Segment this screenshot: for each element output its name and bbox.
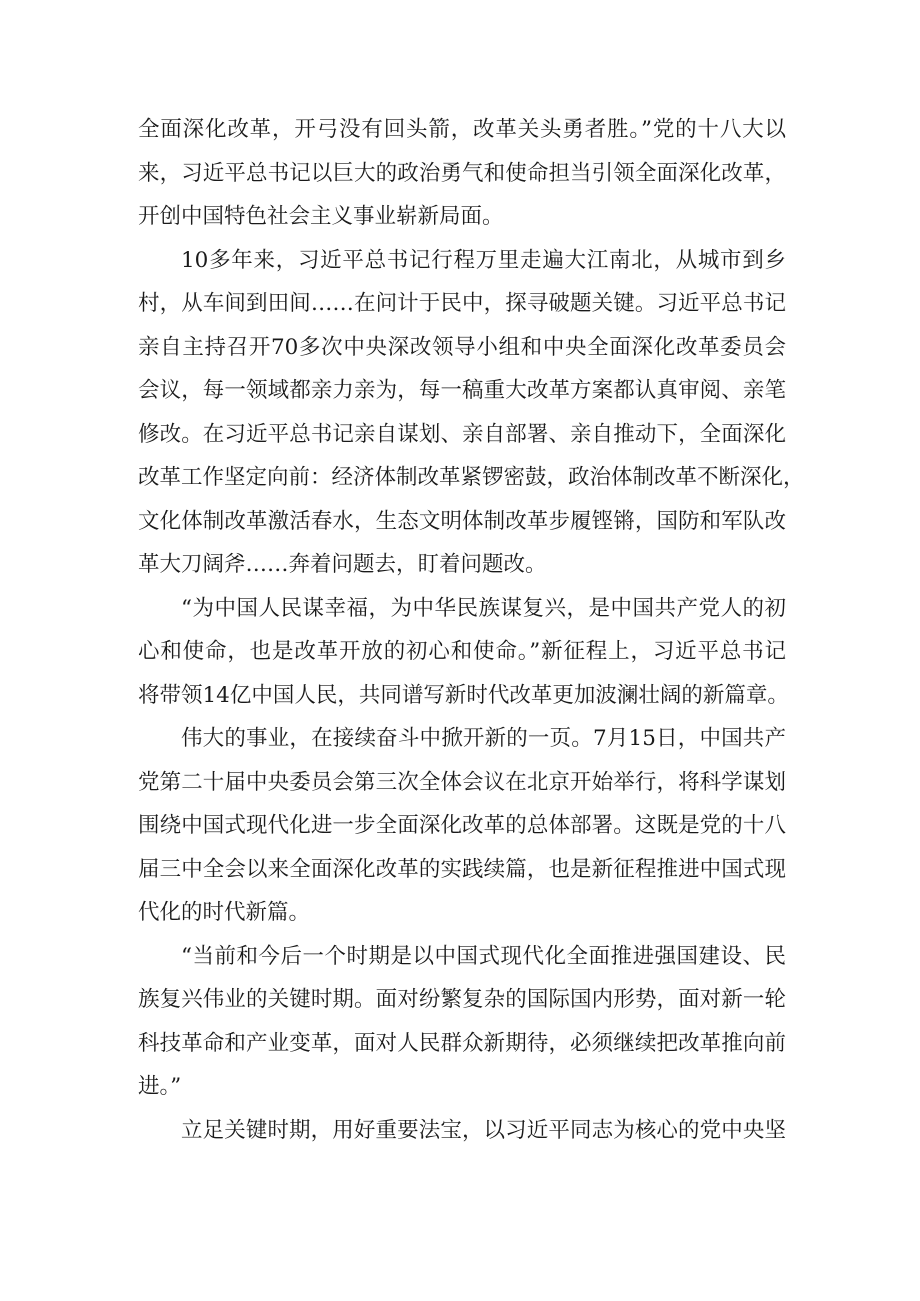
paragraph-3 (138, 587, 789, 718)
text-line: 村，从车间到田间……在问计于民中，探寻破题关键。习近平总书记 (138, 291, 786, 316)
text-line: 改革工作坚定向前：经济体制改革紧锣密鼓，政治体制改革不断深化， (138, 465, 805, 490)
text-line: 代化的时代新篇。 (138, 900, 311, 925)
text-line: 族复兴伟业的关键时期。面对纷繁复杂的国际国内形势，面对新一轮 (138, 987, 786, 1012)
text-line: 进。” (138, 1074, 182, 1099)
paragraph-4 (138, 717, 786, 935)
text-line: 届三中全会以来全面深化改革的实践续篇，也是新征程推进中国式现 (138, 856, 786, 882)
text-line: “当前和今后一个时期是以中国式现代化全面推进强国建设、民 (181, 943, 786, 969)
text-line: “为中国人民谋幸福，为中华民族谋复兴，是中国共产党人的初 (181, 595, 786, 621)
document-body (138, 108, 805, 1152)
text-line: 立足关键时期，用好重要法宝，以习近平同志为核心的党中央坚 (181, 1117, 786, 1143)
text-line: 革大刀阔斧……奔着问题去，盯着问题改。 (138, 552, 547, 577)
text-line: 会议，每一领域都亲力亲为，每一稿重大改革方案都认真审阅、亲笔 (138, 378, 786, 403)
paragraph-1 (138, 108, 786, 239)
text-line: 10多年来，习近平总书记行程万里走遍大江南北，从城市到乡 (181, 247, 786, 273)
paragraph-6 (138, 1109, 786, 1153)
text-line: 亲自主持召开70多次中央深改领导小组和中央全面深化改革委员会 (138, 334, 786, 360)
text-line: 文化体制改革激活春水，生态文明体制改革步履铿锵，国防和军队改 (138, 508, 786, 534)
text-line: 修改。在习近平总书记亲自谋划、亲自部署、亲自推动下，全面深化 (138, 421, 786, 447)
text-line: 心和使命，也是改革开放的初心和使命。”新征程上，习近平总书记 (138, 639, 786, 664)
text-line: 将带领14亿中国人民，共同谱写新时代改革更加波澜壮阔的新篇章。 (138, 682, 789, 708)
paragraph-5 (138, 935, 786, 1109)
paragraph-2 (138, 239, 805, 587)
text-line: 全面深化改革，开弓没有回头箭，改革关头勇者胜。”党的十八大以 (138, 117, 786, 142)
text-line: 科技革命和产业变革，面对人民群众新期待，必须继续把改革推向前 (138, 1030, 786, 1056)
text-line: 开创中国特色社会主义事业崭新局面。 (138, 204, 504, 229)
text-line: 党第二十届中央委员会第三次全体会议在北京开始举行，将科学谋划 (138, 769, 786, 795)
text-line: 伟大的事业，在接续奋斗中掀开新的一页。7月15日，中国共产 (181, 726, 786, 751)
text-line: 围绕中国式现代化进一步全面深化改革的总体部署。这既是党的十八 (138, 813, 786, 838)
text-line: 来，习近平总书记以巨大的政治勇气和使命担当引领全面深化改革， (138, 160, 786, 186)
